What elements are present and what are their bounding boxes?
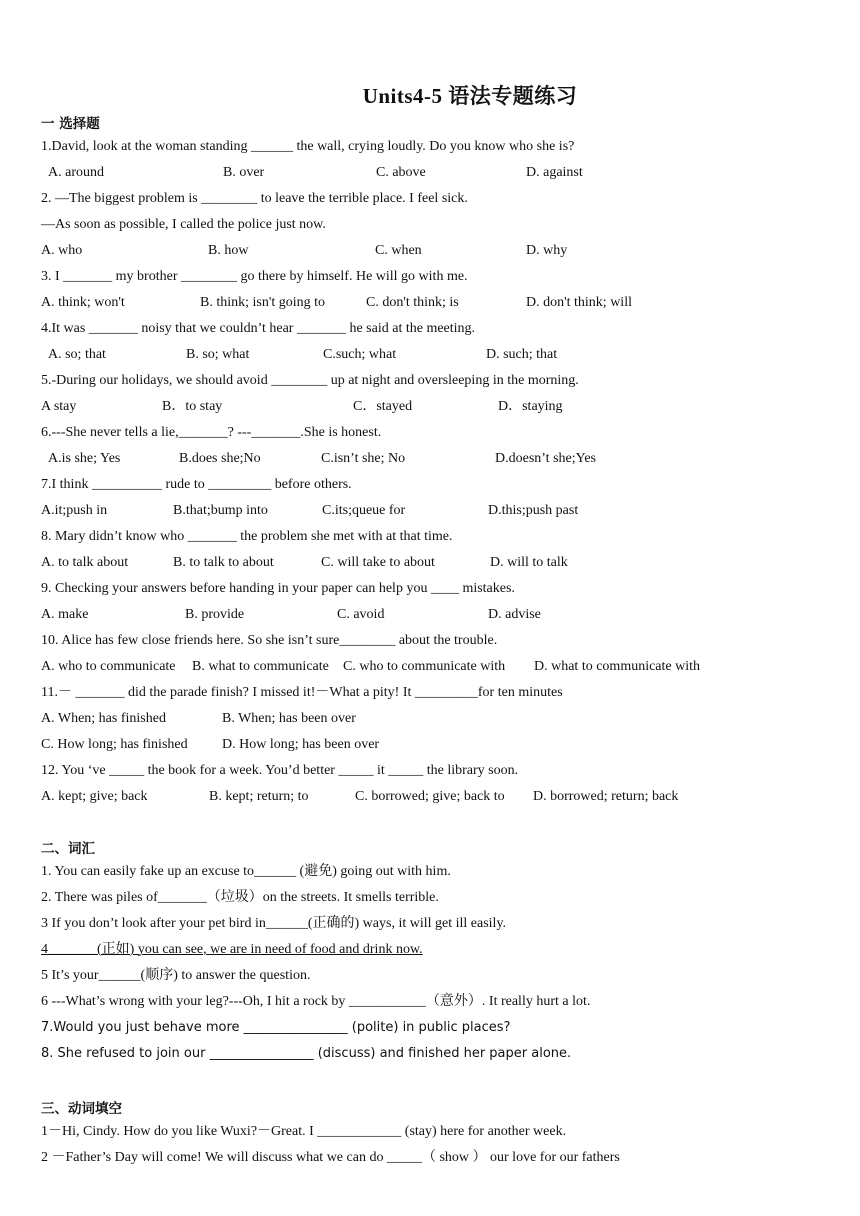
option-a: A. think; won't: [41, 295, 125, 310]
vocab-item: 6 ---What’s wrong with your leg?---Oh, I hit a rock by ___________（意外）. It really hurt a lot.: [41, 994, 591, 1009]
question-12-stem: 12. You ‘ve _____ the book for a week. You’d better _____ it _____ the library soon.: [41, 763, 519, 778]
question-1-stem: 1.David, look at the woman standing ______ the wall, crying loudly. Do you know who she is?: [41, 139, 575, 154]
option-d: D. will to talk: [490, 555, 568, 570]
verb-item: 1－Hi, Cindy. How do you like Wuxi?－Great. I ____________ (stay) here for another week.: [41, 1124, 567, 1139]
option-a: A.it;push in: [41, 503, 108, 518]
option-a: A. When; has finished: [41, 711, 166, 726]
question-10-stem: 10. Alice has few close friends here. So she isn’t sure________ about the trouble.: [41, 633, 498, 648]
option-a: A. make: [41, 607, 89, 622]
option-b: B. kept; return; to: [209, 789, 309, 804]
vocab-item: 5 It’s your______(顺序) to answer the question.: [41, 968, 311, 983]
option-a: A.is she; Yes: [48, 451, 121, 466]
option-b: B. what to communicate: [192, 659, 329, 674]
option-d: D.this;push past: [488, 503, 579, 518]
option-c: C. who to communicate with: [343, 659, 506, 674]
option-a: A. around: [48, 165, 104, 180]
option-a: A. to talk about: [41, 555, 129, 570]
option-a: A. kept; give; back: [41, 789, 148, 804]
option-c: C．stayed: [353, 399, 413, 414]
option-c: C.such; what: [323, 347, 397, 362]
option-d: D. don't think; will: [526, 295, 632, 310]
question-8-stem: 8. Mary didn’t know who _______ the problem she met with at that time.: [41, 529, 453, 544]
option-a: A. who to communicate: [41, 659, 176, 674]
option-d: D. How long; has been over: [222, 737, 380, 752]
option-c: C. when: [375, 243, 422, 258]
option-b: B. over: [223, 165, 265, 180]
option-c: C. don't think; is: [366, 295, 459, 310]
option-c: C.its;queue for: [322, 503, 406, 518]
option-c: C. above: [376, 165, 426, 180]
option-b: B. how: [208, 243, 249, 258]
option-d: D. what to communicate with: [534, 659, 701, 674]
option-a: A. who: [41, 243, 83, 258]
question-9-stem: 9. Checking your answers before handing in your paper can help you ____ mistakes.: [41, 581, 515, 596]
question-11-stem: 11.－ _______ did the parade finish? I missed it!－What a pity! It _________for ten minutes: [41, 685, 563, 700]
question-5-stem: 5.-During our holidays, we should avoid ________ up at night and oversleeping in the morning.: [41, 373, 579, 388]
section-heading-vocabulary: 二、词汇: [41, 841, 95, 857]
option-b: B. think; isn't going to: [200, 295, 326, 310]
question-3-stem: 3. I _______ my brother ________ go there by himself. He will go with me.: [41, 269, 468, 284]
page-title: Units4-5 语法专题练习: [362, 84, 578, 108]
question-6-stem: 6.---She never tells a lie,_______? ---_______.She is honest.: [41, 425, 382, 440]
vocab-item: 8. She refused to join our ________________ (discuss) and finished her paper alone.: [41, 1046, 572, 1061]
option-a: A stay: [41, 399, 77, 414]
option-b: B. to talk to about: [173, 555, 274, 570]
option-d: D.doesn’t she;Yes: [495, 451, 596, 466]
verb-item: 2 －Father’s Day will come! We will discuss what we can do _____（ show ） our love for our fathers: [41, 1150, 620, 1165]
option-a: A. so; that: [48, 347, 106, 362]
vocab-item: 3 If you don’t look after your pet bird in______(正确的) ways, it will get ill easily.: [41, 916, 507, 931]
option-c: C. How long; has finished: [41, 737, 188, 752]
option-d: D. such; that: [486, 347, 558, 362]
option-d: D. borrowed; return; back: [533, 789, 679, 804]
option-d: D. against: [526, 165, 583, 180]
option-b: B.does she;No: [179, 451, 261, 466]
option-d: D. why: [526, 243, 568, 258]
option-b: B. provide: [185, 607, 245, 622]
section-heading-verb-fill: 三、动词填空: [41, 1101, 122, 1117]
question-4-stem: 4.It was _______ noisy that we couldn’t hear _______ he said at the meeting.: [41, 321, 476, 336]
question-2-line2: —As soon as possible, I called the police just now.: [41, 217, 326, 232]
vocab-item: 1. You can easily fake up an excuse to______ (避免) going out with him.: [41, 864, 451, 879]
option-b: B. so; what: [186, 347, 250, 362]
option-c: C. avoid: [337, 607, 385, 622]
option-c: C.isn’t she; No: [321, 451, 406, 466]
section-heading-choice: 一 选择题: [41, 116, 100, 132]
vocab-item: 2. There was piles of_______（垃圾）on the streets. It smells terrible.: [41, 890, 439, 905]
vocab-item: 7.Would you just behave more ________________ (polite) in public places?: [41, 1020, 511, 1035]
vocab-item: 4_______(正如) you can see, we are in need of food and drink now.: [41, 942, 423, 957]
option-b: B．to stay: [162, 399, 223, 414]
option-c: C. will take to about: [321, 555, 435, 570]
option-b: B. When; has been over: [222, 711, 356, 726]
question-7-stem: 7.I think __________ rude to _________ before others.: [41, 477, 352, 492]
option-c: C. borrowed; give; back to: [355, 789, 505, 804]
option-d: D. advise: [488, 607, 541, 622]
option-b: B.that;bump into: [173, 503, 268, 518]
option-d: D．staying: [498, 399, 563, 414]
question-2-stem: 2. —The biggest problem is ________ to leave the terrible place. I feel sick.: [41, 191, 468, 206]
